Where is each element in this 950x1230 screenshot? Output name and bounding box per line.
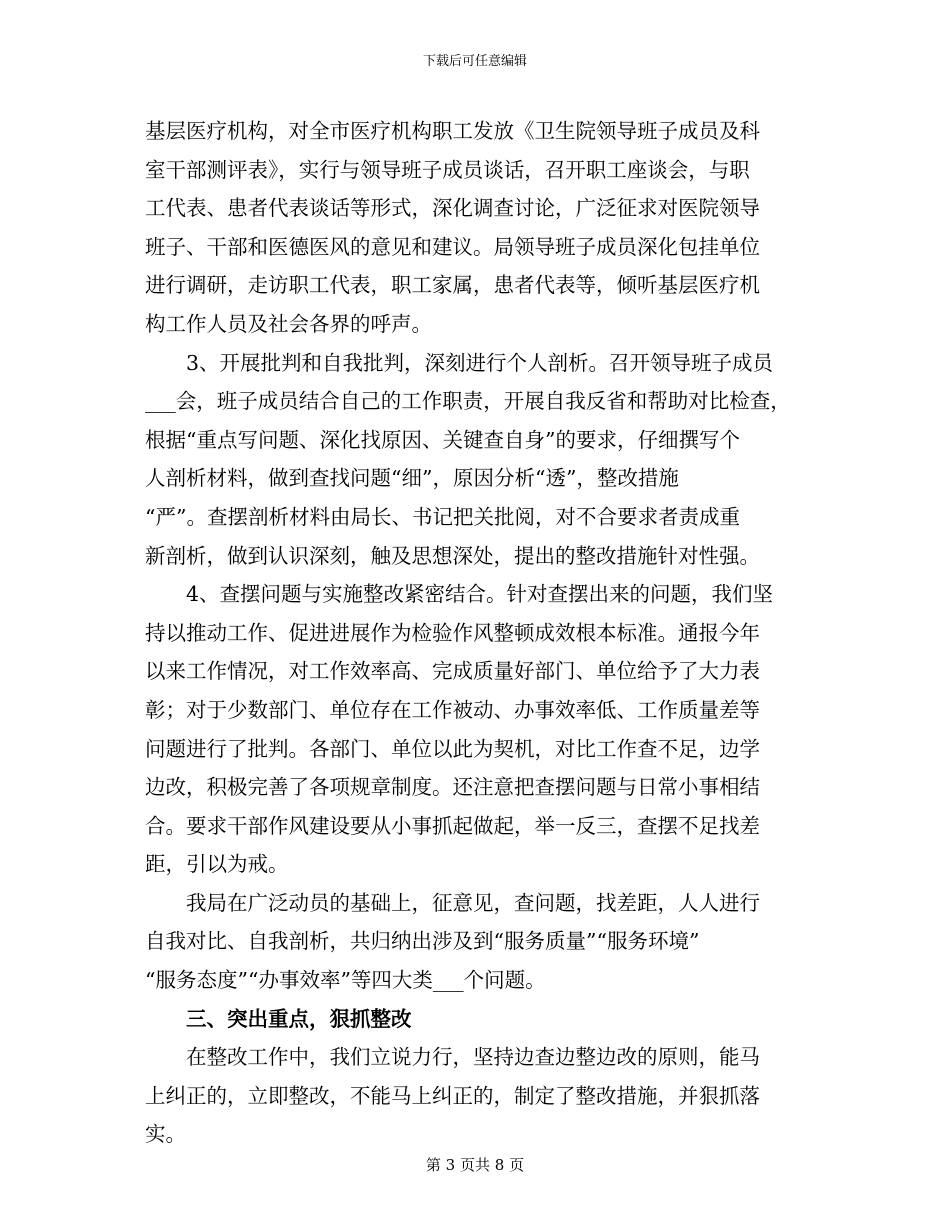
text-line: 我局在广泛动员的基础上，征意见，查问题，找差距，人人进行 [145, 890, 760, 915]
text-line: 构工作人员及社会各界的呼声。 [145, 311, 432, 336]
text-line: “服务态度”“办事效率”等四大类___个问题。 [145, 968, 546, 993]
page-header: 下载后可任意编辑 [422, 54, 527, 69]
text-line: 3、开展批判和自我批判，深刻进行个人剖析。召开领导班子成员 [145, 350, 774, 375]
text-line: 基层医疗机构，对全市医疗机构职工发放《卫生院领导班子成员及科 [145, 119, 760, 143]
page-number: 第 3 页共 8 页 [425, 1156, 525, 1174]
text-line: 彰；对于少数部门、单位存在工作被动、办事效率低、工作质量差等 [145, 697, 760, 722]
text-line: 上纠正的，立即整改，不能马上纠正的，制定了整改措施，并狠抓落 [145, 1083, 760, 1108]
text-line: 边改，积极完善了各项规章制度。还注意把查摆问题与日常小事相结 [145, 775, 760, 800]
text-line: 班子、干部和医德医风的意见和建议。局领导班子成员深化包挂单位 [145, 234, 760, 259]
text-line: 自我对比、自我剖析，共归纳出涉及到“服务质量”“服务环境” [145, 929, 700, 954]
text-line: 室干部测评表》，实行与领导班子成员谈话，召开职工座谈会，与职 [145, 157, 750, 182]
text-line: 距，引以为戒。 [145, 852, 289, 877]
text-line: 持以推动工作、促进进展作为检验作风整顿成效根本标准。通报今年 [145, 620, 760, 645]
text-line: 工代表、患者代表谈话等形式，深化调查讨论，广泛征求对医院领导 [145, 196, 760, 221]
text-line: 问题进行了批判。各部门、单位以此为契机，对比工作查不足，边学 [145, 736, 760, 761]
text-line: 根据“重点写问题、深化找原因、关键查自身”的要求，仔细撰写个 [145, 427, 740, 452]
text-line: 合。要求干部作风建设要从小事抓起做起，举一反三，查摆不足找差 [145, 813, 760, 838]
text-line: 以来工作情况，对工作效率高、完成质量好部门、单位给予了大力表 [145, 659, 760, 684]
document-body [145, 112, 815, 1154]
text-line: 4、查摆问题与实施整改紧密结合。针对查摆出来的问题，我们坚 [145, 582, 774, 607]
text-line: 进行调研，走访职工代表，职工家属，患者代表等，倾听基层医疗机 [145, 273, 760, 298]
text-line: ___会，班子成员结合自己的工作职责，开展自我反省和帮助对比检查， [145, 389, 791, 414]
text-line: 在整改工作中，我们立说力行，坚持边查边整边改的原则，能马 [145, 1045, 760, 1070]
text-line: “严”。查摆剖析材料由局长、书记把关批阅，对不合要求者责成重 [145, 504, 740, 529]
text-line: 实。 [145, 1122, 186, 1147]
text-line: 人剖析材料，做到查找问题“细”，原因分析“透”，整改措施 [145, 466, 679, 491]
section-heading: 三、突出重点，狠抓整改 [145, 1006, 412, 1031]
text-line: 新剖析，做到认识深刻，触及思想深处，提出的整改措施针对性强。 [145, 543, 760, 568]
